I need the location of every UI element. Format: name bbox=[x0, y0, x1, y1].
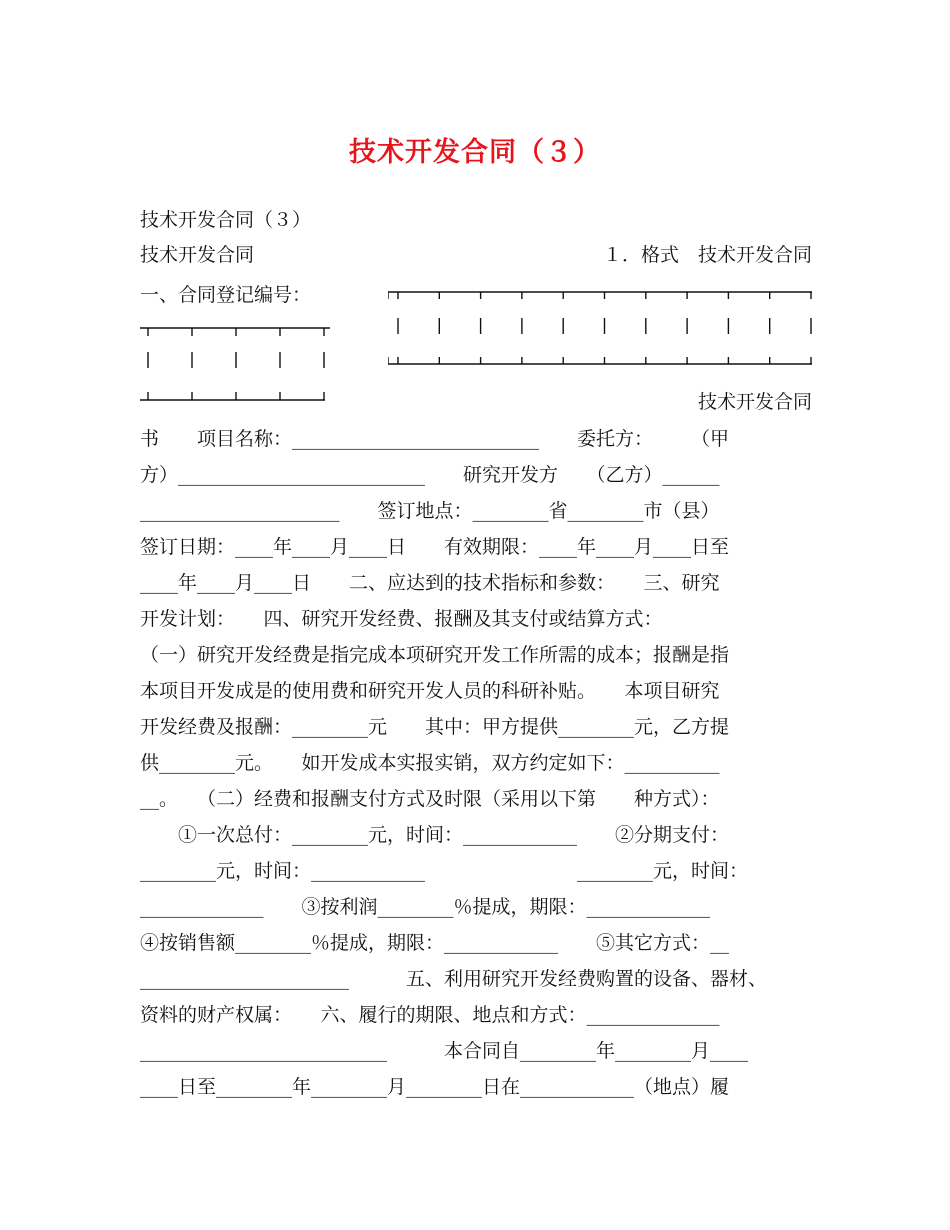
text-line-12: ①一次总付：________元，时间：____________ ②分期支付： bbox=[140, 824, 730, 846]
text-line-10: 供________元。 如开发成本实报实销，双方约定如下：__________ bbox=[140, 752, 720, 774]
text-line-14: _____________ ③按利润________％提成，期限：_____________ bbox=[140, 896, 711, 918]
text-line-18: __________________________ 本合同自________年________月____ bbox=[140, 1040, 749, 1062]
registration-number-grid-main bbox=[388, 290, 812, 366]
contract-heading-left: 技术开发合同 bbox=[140, 244, 255, 266]
text-line-13: ________元，时间：____________ ________元，时间： bbox=[140, 860, 749, 882]
text-line-3: _____________________ 签订地点：________省________市（县） bbox=[140, 500, 720, 522]
registration-number-grid-small bbox=[140, 322, 330, 402]
registration-number-label: 一、合同登记编号： bbox=[140, 284, 312, 306]
subtitle-line: 技术开发合同（３） bbox=[140, 209, 312, 231]
text-line-1: 书 项目名称：__________________________ 委托方： （甲 bbox=[140, 428, 730, 450]
text-line-16: ______________________ 五、利用研究开发经费购置的设备、器材、 bbox=[140, 968, 768, 990]
text-line-17: 资料的财产权属： 六、履行的期限、地点和方式：______________ bbox=[140, 1004, 720, 1026]
contract-heading-right: １．格式 技术开发合同 bbox=[602, 244, 812, 266]
text-line-11: __。 （二）经费和报酬支付方式及时限（采用以下第 种方式）： bbox=[140, 788, 720, 810]
text-line-6: 开发计划： 四、研究开发经费、报酬及其支付或结算方式： bbox=[140, 608, 663, 630]
contract-book-heading: 技术开发合同 bbox=[697, 391, 812, 413]
text-line-15: ④按销售额________％提成，期限：____________ ⑤其它方式：__ bbox=[140, 932, 730, 954]
text-line-7: （一）研究开发经费是指完成本项研究开发工作所需的成本；报酬是指 bbox=[140, 644, 730, 666]
text-line-4: 签订日期：____年____月____日 有效期限：____年____月____日至 bbox=[140, 536, 730, 558]
text-line-9: 开发经费及报酬：________元 其中：甲方提供________元，乙方提 bbox=[140, 716, 730, 738]
text-line-2: 方）__________________________ 研究开发方 （乙方）______ bbox=[140, 464, 720, 486]
text-line-19: ____日至________年________月________日在____________（地点）履 bbox=[140, 1076, 730, 1098]
document-title: 技术开发合同（３） bbox=[349, 137, 601, 168]
text-line-5: ____年____月____日 二、应达到的技术指标和参数： 三、研究 bbox=[140, 572, 720, 594]
text-line-8: 本项目开发成是的使用费和研究开发人员的科研补贴。 本项目研究 bbox=[140, 680, 720, 702]
